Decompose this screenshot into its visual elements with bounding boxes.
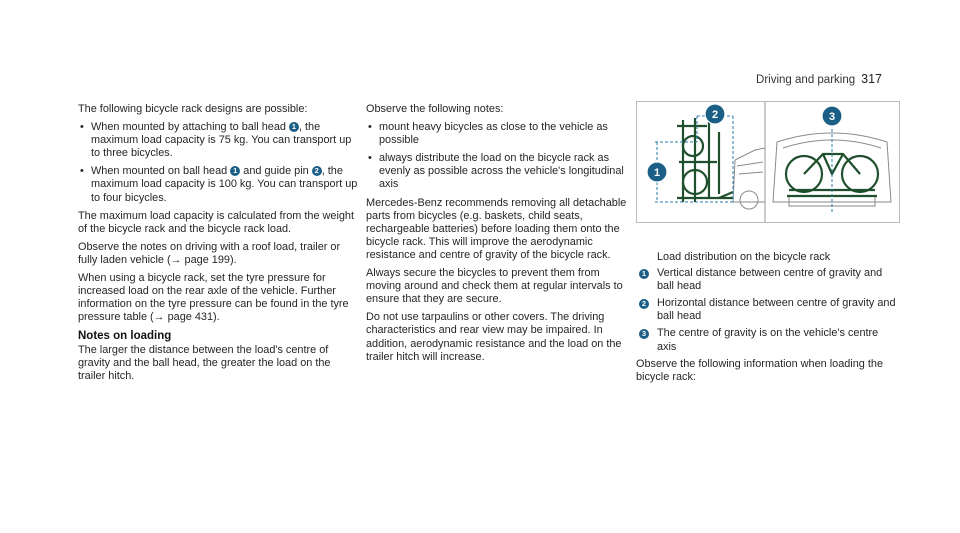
load-distribution-figure [636,101,900,223]
intro-text: Observe the following notes: [366,103,504,115]
legend-item [636,267,898,293]
section-title: Driving and parking [756,74,856,86]
column-left [78,103,358,388]
figure-marker-2 [705,104,725,124]
figure-caption: Load distribution on the bicycle rack [657,251,831,263]
paragraph: Do not use tarpaulins or other covers. The driving characteristics and rear view may be impaired. In addition, aerodynamic resistance and the load on the trailer hitch will increase. [366,311,622,363]
notes-list [366,121,628,191]
list-item: • always distribute the load on the bicycle rack as evenly as possible across the vehicle's longitudinal axis [366,152,628,191]
column-middle [366,103,628,369]
figure-marker-3 [822,106,842,126]
marker-1: 1 [230,166,240,176]
running-header [756,72,882,86]
list-item [78,121,358,160]
marker-3: 3 [639,329,649,339]
paragraph: Observe the following information when loading the bicycle rack: [636,357,884,383]
marker-1: 1 [639,269,649,279]
paragraph: The maximum load capacity is calculated from the weight of the bicycle rack and the bicycle rack load. [78,209,355,235]
list-item: • mount heavy bicycles as close to the vehicle as possible [366,121,628,147]
legend-text: Vertical distance between centre of gravity and ball head [657,267,883,293]
paragraph: Always secure the bicycles to prevent them from moving around and check them at regular intervals to ensure that they are secure. [366,267,623,306]
paragraph: The larger the distance between the load's centre of gravity and the ball head, the greater the load on the trailer hitch. [78,343,331,382]
figure-marker-1 [647,162,667,182]
legend-item [636,297,898,323]
marker-1: 1 [289,122,299,132]
figure-label: 2 [711,109,719,121]
paragraph: When using a bicycle rack, set the tyre pressure for increased load on the rear axle of the vehicle. Further information on the tyre pressure can be found in the tyre pressure table (→ page 431). [78,272,349,324]
text-run: and guide pin [240,165,312,178]
text-run: When mounted on ball head [91,165,231,178]
section-heading: Notes on loading [78,330,172,343]
list-item [78,165,358,204]
legend-text: The centre of gravity is on the vehicle's centre axis [657,327,879,353]
text-run: When mounted by attaching to ball head [91,121,289,134]
figure-label: 3 [828,111,836,123]
intro-text: The following bicycle rack designs are possible: [78,103,308,115]
page-number: 317 [861,72,882,86]
legend-text: Horizontal distance between centre of gravity and ball head [657,297,896,323]
text-run: , the maximum load capacity is 100 kg. You can transport up to four bicycles. [91,165,358,204]
figure-illustration [637,102,899,222]
side-view [733,148,765,209]
legend-item [636,327,898,353]
rack-design-list [78,121,358,205]
marker-2: 2 [639,299,649,309]
paragraph: Mercedes-Benz recommends removing all detachable parts from bicycles (e.g. baskets, child seats, rechargeable batteries) before loading them onto the bicycle rack. This will improve the aerodynamic resistance and centre of gravity of the bicycle rack. [366,196,627,261]
column-right [636,101,898,389]
text-run: , the maximum load capacity is 75 kg. You can transport up to three bicycles. [91,121,352,160]
marker-2: 2 [312,166,322,176]
paragraph: Observe the notes on driving with a roof load, trailer or fully laden vehicle (→ page 199). [78,240,341,266]
figure-label: 1 [653,167,661,179]
